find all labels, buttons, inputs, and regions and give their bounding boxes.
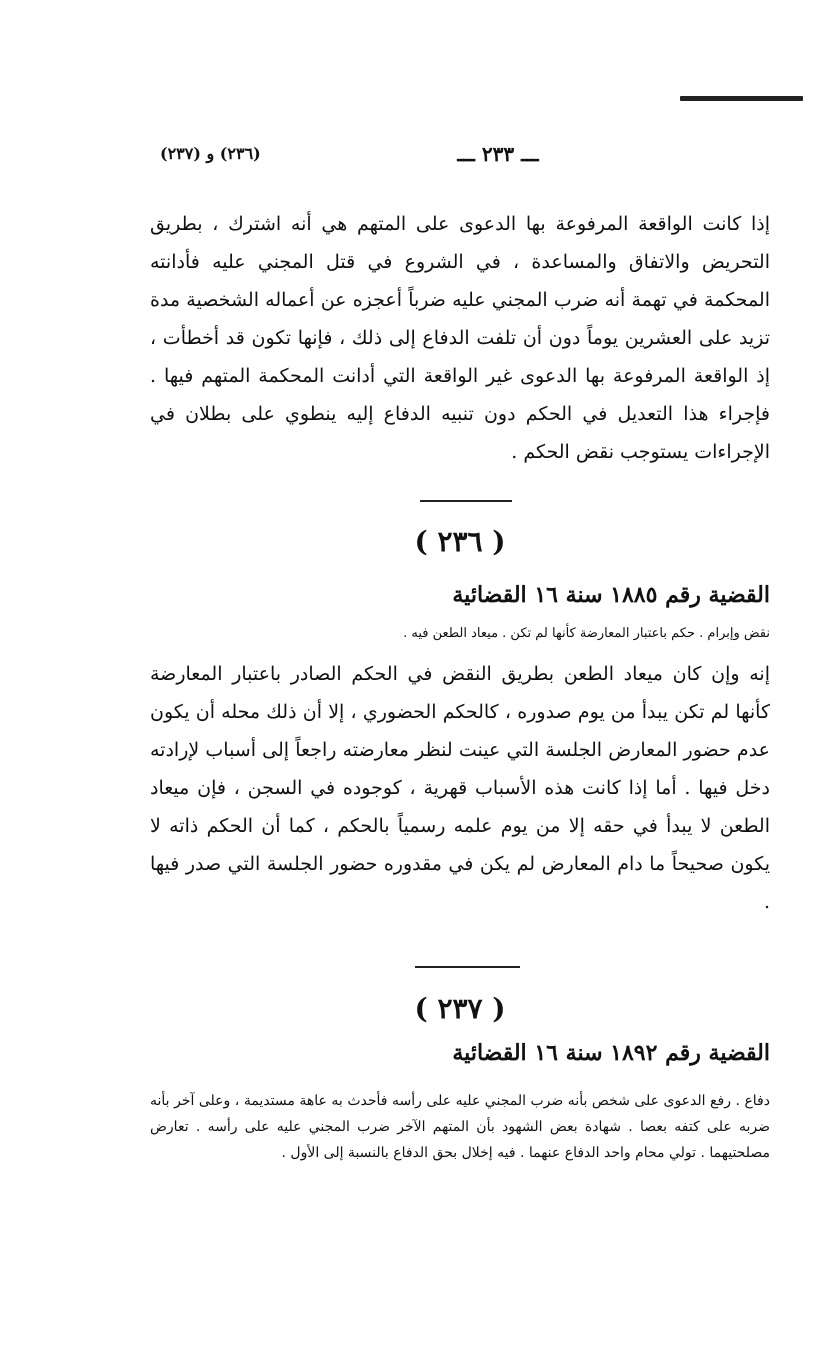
summary-block-237 <box>150 1088 770 1166</box>
section-separator <box>415 966 520 968</box>
ruling-text-236: إنه وإن كان ميعاد الطعن بطريق النقض في الحكم الصادر باعتبار المعارضة كأنها لم تكن يبدأ من يوم صدوره ، كالحكم الحضوري ، إلا أن ذلك محله أن يكون عدم حضور المعارض الجلسة التي عينت لنظر معارضته راجعاً إلى أسباب لإرادته دخل فيها . أما إذا كانت هذه الأسباب قهرية ، كوجوده في السجن ، فإن ميعاد الطعن لا يبدأ في حقه إلا من يوم علمه رسمياً بالحكم ، كما أن الحكم ذاته لا يكون صحيحاً ما دام المعارض لم يكن في مقدوره حضور الجلسة التي صدر فيها . <box>150 663 770 913</box>
page-number: ـــ ٢٣٣ ـــ <box>457 142 539 166</box>
ruling-block-236 <box>150 655 770 921</box>
intro-paragraph: إذا كانت الواقعة المرفوعة بها الدعوى على المتهم هي أنه اشترك ، بطريق التحريض والاتفاق والمساعدة ، في الشروع في قتل المجني عليه فأدانته المحكمة في تهمة أنه ضرب المجني عليه ضرباً أعجزه عن أعماله الشخصية مدة تزيد على العشرين يوماً دون أن تلفت الدفاع إلى ذلك ، فإنها تكون قد أخطأت ، إذ الواقعة المرفوعة بها الدعوى غير الواقعة التي أدانت المحكمة المتهم فيها . فإجراء هذا التعديل في الحكم دون تنبيه الدفاع إليه ينطوي على بطلان في الإجراءات يستوجب نقض الحكم . <box>150 213 770 463</box>
case-summary-236: نقض وإبرام . حكم باعتبار المعارضة كأنها لم تكن . ميعاد الطعن فيه . <box>403 626 770 641</box>
section-separator <box>420 500 512 502</box>
section-number-237: ( ٢٣٧ ) <box>414 992 506 1025</box>
case-title-236: القضية رقم ١٨٨٥ سنة ١٦ القضائية <box>452 582 770 608</box>
intro-paragraph-block <box>150 205 770 471</box>
section-number-236: ( ٢٣٦ ) <box>414 525 506 558</box>
case-summary-237: دفاع . رفع الدعوى على شخص بأنه ضرب المجني عليه على رأسه فأحدث به عاهة مستديمة ، وعلى آخر بأنه ضربه على كتفه بعصا . شهادة بعض الشهود بأن المتهم الآخر ضرب المجني عليه على رأسه . تعارض مصلحتيهما . تولي محام واحد الدفاع عنهما . فيه إخلال بحق الدفاع بالنسبة إلى الأول . <box>150 1093 770 1161</box>
case-title-237: القضية رقم ١٨٩٢ سنة ١٦ القضائية <box>452 1040 770 1066</box>
running-head <box>150 142 770 172</box>
top-rule <box>680 96 803 101</box>
section-reference: (٢٣٦) و (٢٣٧) <box>160 144 261 163</box>
